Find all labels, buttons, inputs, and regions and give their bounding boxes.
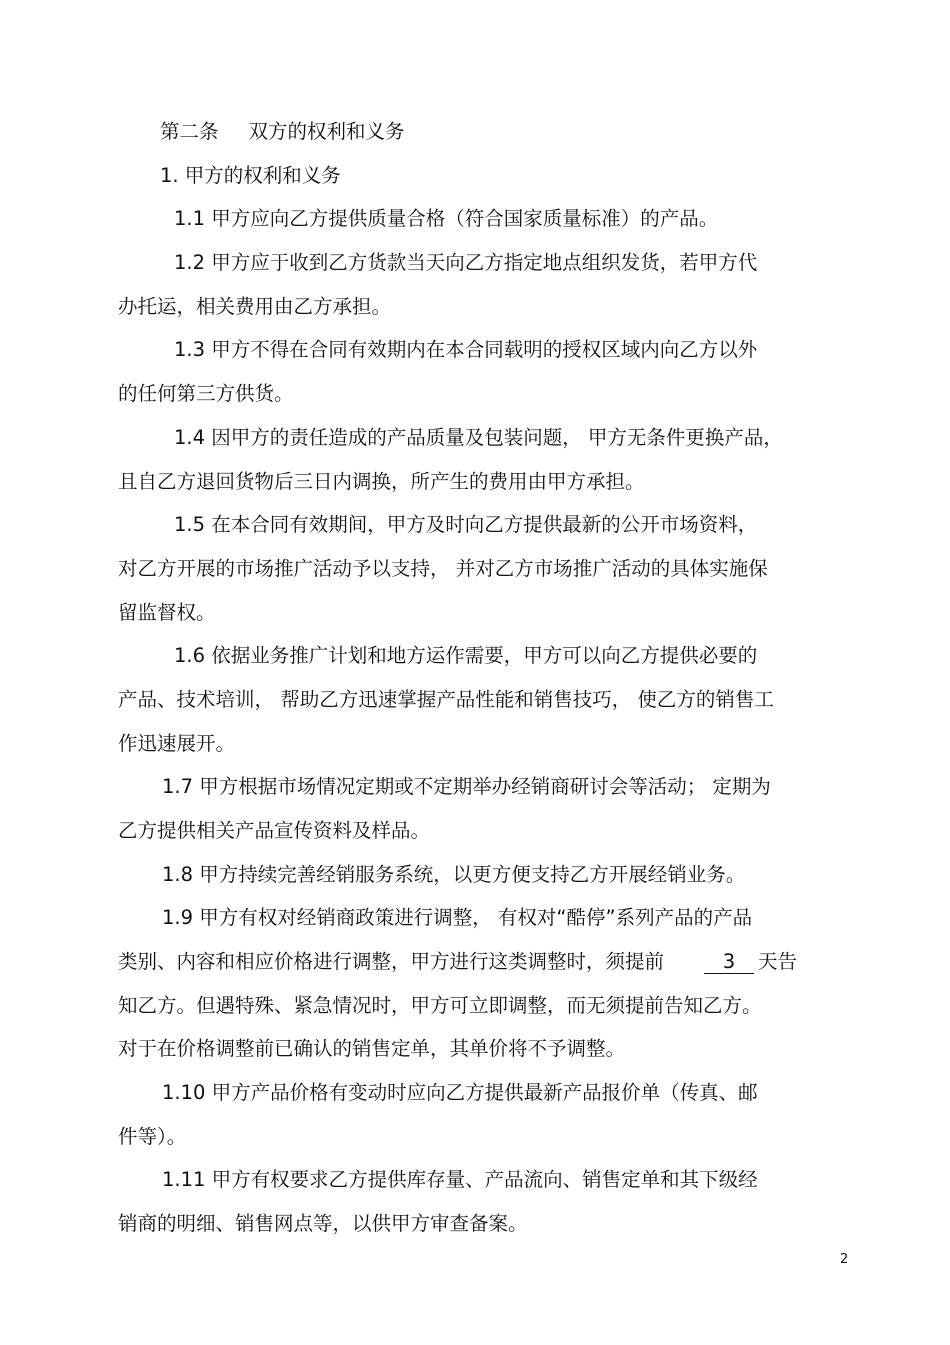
- notice-days-blank: 3: [704, 951, 754, 974]
- clause-1-3-line-2: 的任何第三方供货。: [118, 382, 294, 405]
- clause-1-5-line-2: 对乙方开展的市场推广活动予以支持， 并对乙方市场推广活动的具体实施保: [118, 557, 768, 580]
- clause-1-3-line-1: 1.3 甲方不得在合同有效期内在本合同载明的授权区域内向乙方以外: [174, 338, 758, 361]
- clause-1-9-line-3: 知乙方。但遇特殊、紧急情况时，甲方可立即调整，而无须提前告知乙方。: [118, 994, 762, 1017]
- clause-1-6-line-3: 作迅速展开。: [118, 732, 236, 755]
- article-heading: [160, 119, 405, 145]
- clause-1-10-line-2: 件等）。: [118, 1125, 187, 1148]
- clause-1-9-line-2-tail: 天告: [758, 950, 798, 973]
- clause-1-1-line-1: 1.1 甲方应向乙方提供质量合格（符合国家质量标准）的产品。: [174, 207, 719, 230]
- clause-1-2-line-1: 1.2 甲方应于收到乙方货款当天向乙方指定地点组织发货，若甲方代: [174, 251, 758, 274]
- page-number: 2: [840, 1252, 849, 1267]
- clause-1-4-line-1: 1.4 因甲方的责任造成的产品质量及包装问题， 甲方无条件更换产品，: [174, 426, 783, 449]
- section-heading: 1. 甲方的权利和义务: [160, 164, 341, 187]
- clause-1-9-line-1: 1.9 甲方有权对经销商政策进行调整， 有权对“酷停”系列产品的产品: [162, 906, 753, 929]
- clause-1-5-line-3: 留监督权。: [118, 601, 216, 624]
- clause-1-6-line-2: 产品、技术培训， 帮助乙方迅速掌握产品性能和销售技巧， 使乙方的销售工: [118, 688, 774, 711]
- clause-1-9-line-4: 对于在价格调整前已确认的销售定单，其单价将不予调整。: [118, 1037, 626, 1060]
- clause-1-6-line-1: 1.6 依据业务推广计划和地方运作需要，甲方可以向乙方提供必要的: [174, 644, 758, 667]
- clause-1-11-line-1: 1.11 甲方有权要求乙方提供库存量、产品流向、销售定单和其下级经: [162, 1168, 758, 1191]
- clause-1-7-line-1: 1.7 甲方根据市场情况定期或不定期举办经销商研讨会等活动； 定期为: [162, 775, 771, 798]
- clause-1-9-line-2-text: 类别、内容和相应价格进行调整，甲方进行这类调整时，须提前: [118, 950, 665, 973]
- clause-1-8-line-1: 1.8 甲方持续完善经销服务系统，以更方便支持乙方开展经销业务。: [162, 863, 746, 886]
- clause-1-7-line-2: 乙方提供相关产品宣传资料及样品。: [118, 819, 431, 842]
- clause-1-11-line-2: 销商的明细、销售网点等，以供甲方审查备案。: [118, 1212, 528, 1235]
- clause-1-10-line-1: 1.10 甲方产品价格有变动时应向乙方提供最新产品报价单（传真、邮: [162, 1081, 758, 1104]
- article-number: 第二条: [160, 120, 219, 143]
- clause-1-2-line-2: 办托运，相关费用由乙方承担。: [118, 295, 392, 318]
- clause-1-4-line-2: 且自乙方退回货物后三日内调换，所产生的费用由甲方承担。: [118, 470, 645, 493]
- clause-1-9-line-2: [118, 949, 797, 975]
- article-title: 双方的权利和义务: [248, 120, 405, 143]
- clause-1-5-line-1: 1.5 在本合同有效期间，甲方及时向乙方提供最新的公开市场资料，: [174, 513, 758, 536]
